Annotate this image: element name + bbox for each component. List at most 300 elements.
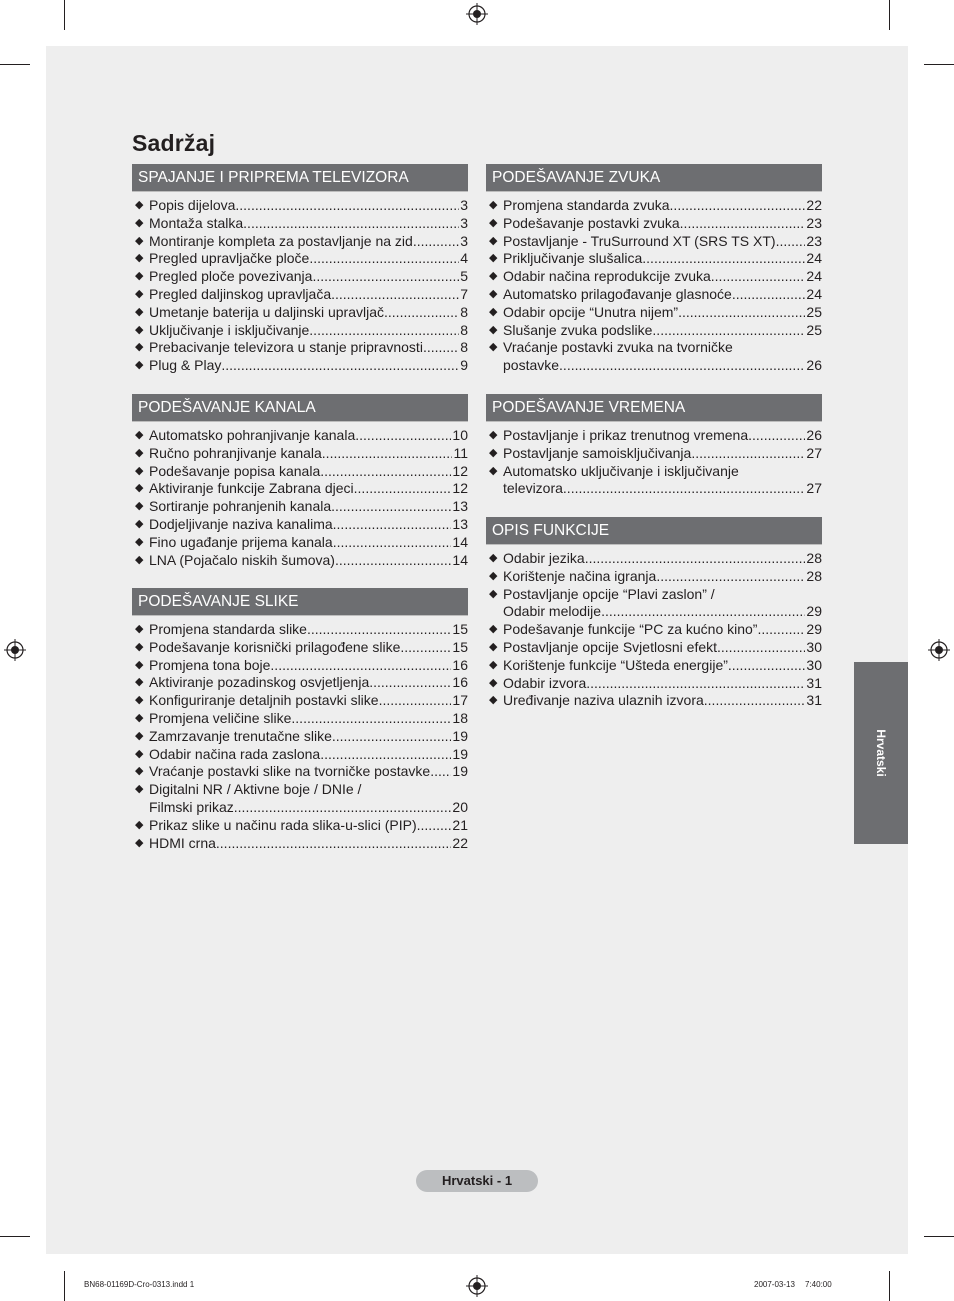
dot-leader bbox=[216, 835, 452, 853]
toc-list bbox=[132, 422, 468, 569]
dot-leader bbox=[333, 516, 452, 534]
entry-page-number: 14 bbox=[452, 551, 468, 568]
dot-leader bbox=[656, 568, 805, 586]
section-zvuk bbox=[486, 164, 822, 375]
toc-entry[interactable] bbox=[132, 516, 468, 534]
entry-first-line bbox=[503, 339, 822, 357]
entry-page-number: 29 bbox=[806, 621, 822, 638]
toc-entry[interactable] bbox=[132, 339, 468, 357]
entry-label: Postavljanje i prikaz trenutnog vremena bbox=[503, 427, 749, 443]
entry-label: Podešavanje korisnički prilagođene slike bbox=[149, 638, 401, 655]
diamond-bullet-icon: ◆ bbox=[489, 252, 498, 265]
toc-entry[interactable] bbox=[132, 357, 468, 375]
dot-leader bbox=[670, 197, 806, 215]
diamond-bullet-icon: ◆ bbox=[135, 234, 144, 247]
registration-mark-icon bbox=[466, 3, 488, 25]
section-heading: PODEŠAVANJE SLIKE bbox=[132, 588, 468, 616]
section-slika bbox=[132, 588, 468, 852]
entry-line bbox=[503, 322, 822, 340]
entry-label: Popis dijelova bbox=[149, 197, 236, 213]
diamond-bullet-icon: ◆ bbox=[489, 323, 498, 336]
dot-leader bbox=[307, 621, 451, 639]
entry-page-number: 26 bbox=[806, 357, 822, 374]
entry-page-number: 31 bbox=[806, 674, 822, 691]
toc-entry[interactable] bbox=[132, 322, 468, 340]
diamond-bullet-icon: ◆ bbox=[135, 640, 144, 653]
entry-page-number: 28 bbox=[806, 567, 822, 584]
diamond-bullet-icon: ◆ bbox=[135, 464, 144, 477]
entry-page-number: 25 bbox=[806, 321, 822, 338]
entry-page-number: 13 bbox=[452, 498, 468, 515]
entry-line bbox=[149, 339, 468, 357]
entry-line bbox=[149, 692, 468, 710]
entry-line bbox=[503, 215, 822, 233]
entry-label: Uređivanje naziva ulaznih izvora bbox=[503, 692, 704, 709]
section-heading: PODEŠAVANJE KANALA bbox=[132, 394, 468, 422]
entry-page-number: 27 bbox=[806, 480, 822, 497]
toc-entry[interactable] bbox=[132, 498, 468, 516]
dot-leader bbox=[331, 498, 451, 516]
entry-page-number: 9 bbox=[460, 357, 468, 374]
entry-page-number: 25 bbox=[806, 303, 822, 320]
entry-line bbox=[503, 268, 822, 286]
toc-entry[interactable] bbox=[486, 322, 822, 340]
dot-leader bbox=[221, 357, 459, 375]
diamond-bullet-icon: ◆ bbox=[135, 270, 144, 283]
entry-label: Automatsko pohranjivanje kanala bbox=[149, 427, 356, 443]
entry-label: Ručno pohranjivanje kanala bbox=[149, 444, 322, 461]
entry-line bbox=[149, 516, 468, 534]
dot-leader bbox=[235, 197, 459, 215]
entry-line bbox=[503, 550, 822, 568]
entry-line bbox=[503, 427, 822, 445]
dot-leader bbox=[309, 322, 459, 340]
entry-page-number: 13 bbox=[452, 515, 468, 532]
diamond-bullet-icon: ◆ bbox=[489, 216, 498, 229]
diamond-bullet-icon: ◆ bbox=[489, 287, 498, 300]
entry-label-continued: Filmski prikaz bbox=[149, 798, 234, 815]
crop-mark bbox=[0, 1236, 30, 1237]
toc-entry[interactable] bbox=[486, 463, 822, 499]
crop-mark bbox=[924, 64, 954, 65]
toc-entry[interactable] bbox=[486, 445, 822, 463]
entry-label-continued: postavke bbox=[503, 357, 560, 374]
registration-mark-icon bbox=[4, 639, 26, 661]
entry-page-number: 8 bbox=[460, 303, 468, 320]
entry-page-number: 15 bbox=[452, 638, 468, 655]
toc-entry[interactable] bbox=[486, 304, 822, 322]
entry-second-line bbox=[503, 603, 822, 621]
toc-entry[interactable] bbox=[132, 286, 468, 304]
dot-leader bbox=[332, 728, 452, 746]
diamond-bullet-icon: ◆ bbox=[135, 765, 144, 778]
toc-entry[interactable] bbox=[486, 657, 822, 675]
diamond-bullet-icon: ◆ bbox=[489, 446, 498, 459]
dot-leader bbox=[757, 621, 805, 639]
entry-page-number: 24 bbox=[806, 285, 822, 302]
toc-entry[interactable] bbox=[132, 250, 468, 268]
section-heading: PODEŠAVANJE VREMENA bbox=[486, 394, 822, 422]
entry-label-continued: Odabir melodije bbox=[503, 603, 602, 620]
entry-first-line bbox=[503, 586, 822, 604]
entry-page-number: 20 bbox=[452, 798, 468, 815]
diamond-bullet-icon: ◆ bbox=[489, 464, 498, 477]
entry-line bbox=[149, 534, 468, 552]
entry-first-line bbox=[503, 463, 822, 481]
crop-mark bbox=[0, 64, 30, 65]
entry-label: Postavljanje opcije Svjetlosni efekt bbox=[503, 638, 718, 655]
dot-leader bbox=[423, 339, 459, 357]
toc-entry[interactable] bbox=[486, 568, 822, 586]
entry-line bbox=[503, 568, 822, 586]
dot-leader bbox=[776, 233, 806, 251]
entry-page-number: 7 bbox=[460, 285, 468, 302]
entry-page-number: 12 bbox=[452, 480, 468, 497]
dot-leader bbox=[704, 692, 806, 710]
dot-leader bbox=[320, 463, 451, 481]
diamond-bullet-icon: ◆ bbox=[489, 640, 498, 653]
crop-mark bbox=[64, 0, 65, 30]
toc-entry[interactable] bbox=[132, 746, 468, 764]
section-vrijeme bbox=[486, 394, 822, 498]
dot-leader bbox=[369, 674, 451, 692]
diamond-bullet-icon: ◆ bbox=[135, 323, 144, 336]
entry-line bbox=[503, 657, 822, 675]
entry-label: Aktiviranje pozadinskog osvjetljenja bbox=[149, 674, 370, 691]
dot-leader bbox=[642, 250, 805, 268]
toc-entry[interactable] bbox=[132, 534, 468, 552]
entry-label: Automatsko uključivanje i isključivanje bbox=[503, 462, 739, 479]
entry-line bbox=[149, 621, 468, 639]
entry-page-number: 27 bbox=[806, 444, 822, 461]
toc-entry[interactable] bbox=[132, 445, 468, 463]
toc-list bbox=[486, 192, 822, 375]
diamond-bullet-icon: ◆ bbox=[135, 500, 144, 513]
entry-label: Korištenje načina igranja bbox=[503, 567, 657, 584]
toc-list bbox=[486, 545, 822, 710]
entry-line bbox=[149, 674, 468, 692]
entry-page-number: 14 bbox=[452, 533, 468, 550]
entry-label: Slušanje zvuka podslike bbox=[503, 321, 653, 338]
entry-label: Postavljanje - TruSurround XT (SRS TS XT) bbox=[503, 232, 776, 249]
dot-leader bbox=[270, 657, 451, 675]
dot-leader bbox=[748, 427, 805, 445]
diamond-bullet-icon: ◆ bbox=[135, 711, 144, 724]
toc-list bbox=[132, 616, 468, 852]
diamond-bullet-icon: ◆ bbox=[135, 287, 144, 300]
diamond-bullet-icon: ◆ bbox=[135, 517, 144, 530]
dot-leader bbox=[691, 445, 805, 463]
entry-line bbox=[149, 480, 468, 498]
entry-label: Pregled ploče povezivanja bbox=[149, 268, 313, 285]
entry-page-number: 29 bbox=[806, 603, 822, 620]
dot-leader bbox=[559, 357, 805, 375]
dot-leader bbox=[234, 799, 452, 817]
dot-leader bbox=[601, 603, 805, 621]
toc-entry[interactable] bbox=[486, 427, 822, 445]
language-side-tab bbox=[854, 662, 908, 844]
entry-line bbox=[149, 322, 468, 340]
toc-entry[interactable] bbox=[132, 710, 468, 728]
entry-line bbox=[149, 835, 468, 853]
entry-label: Uključivanje i isključivanje bbox=[149, 321, 310, 338]
entry-line bbox=[149, 817, 468, 835]
diamond-bullet-icon: ◆ bbox=[135, 359, 144, 372]
entry-line bbox=[149, 445, 468, 463]
entry-line bbox=[503, 286, 822, 304]
entry-label: Montiranje kompleta za postavljanje na zid bbox=[149, 232, 413, 249]
toc-entry[interactable] bbox=[132, 480, 468, 498]
toc-entry[interactable] bbox=[486, 692, 822, 710]
dot-leader bbox=[728, 657, 806, 675]
entry-first-line bbox=[149, 781, 468, 799]
diamond-bullet-icon: ◆ bbox=[489, 587, 498, 600]
diamond-bullet-icon: ◆ bbox=[135, 341, 144, 354]
toc-entry[interactable] bbox=[132, 463, 468, 481]
dot-leader bbox=[680, 215, 806, 233]
diamond-bullet-icon: ◆ bbox=[135, 446, 144, 459]
entry-label: Priključivanje slušalica bbox=[503, 250, 643, 267]
entry-label: Promjena standarda slike bbox=[149, 621, 307, 637]
toc-entry[interactable] bbox=[132, 639, 468, 657]
entry-label: Pregled daljinskog upravljača bbox=[149, 285, 332, 302]
entry-label: Prikaz slike u načinu rada slika-u-slici (PIP) bbox=[149, 816, 417, 833]
entry-page-number: 26 bbox=[806, 427, 822, 443]
toc-entry[interactable] bbox=[132, 304, 468, 322]
toc-entry[interactable] bbox=[486, 621, 822, 639]
entry-second-line bbox=[503, 357, 822, 375]
entry-page-number: 12 bbox=[452, 462, 468, 479]
toc-entry[interactable] bbox=[132, 835, 468, 853]
diamond-bullet-icon: ◆ bbox=[135, 305, 144, 318]
entry-line bbox=[149, 657, 468, 675]
diamond-bullet-icon: ◆ bbox=[489, 623, 498, 636]
entry-page-number: 19 bbox=[452, 745, 468, 762]
toc-entry[interactable] bbox=[132, 233, 468, 251]
dot-leader bbox=[563, 480, 806, 498]
dot-leader bbox=[384, 304, 459, 322]
diamond-bullet-icon: ◆ bbox=[489, 658, 498, 671]
diamond-bullet-icon: ◆ bbox=[135, 676, 144, 689]
entry-label: Promjena standarda zvuka bbox=[503, 197, 670, 213]
entry-label: Umetanje baterija u daljinski upravljač bbox=[149, 303, 385, 320]
entry-page-number: 31 bbox=[806, 692, 822, 709]
entry-page-number: 8 bbox=[460, 339, 468, 356]
toc-entry[interactable] bbox=[486, 339, 822, 375]
dot-leader bbox=[312, 268, 459, 286]
toc-entry[interactable] bbox=[486, 550, 822, 568]
toc-entry[interactable] bbox=[132, 728, 468, 746]
entry-line bbox=[149, 268, 468, 286]
section-spajanje bbox=[132, 164, 468, 375]
entry-label: Podešavanje funkcije “PC za kućno kino” bbox=[503, 621, 758, 638]
entry-label: Sortiranje pohranjenih kanala bbox=[149, 498, 332, 515]
entry-line bbox=[149, 639, 468, 657]
crop-mark bbox=[889, 1271, 890, 1301]
page-number: Hrvatski - 1 bbox=[416, 1170, 538, 1192]
entry-page-number: 28 bbox=[806, 550, 822, 566]
entry-page-number: 3 bbox=[460, 197, 468, 213]
entry-line bbox=[149, 710, 468, 728]
dot-leader bbox=[322, 445, 453, 463]
entry-line bbox=[149, 357, 468, 375]
entry-line bbox=[149, 746, 468, 764]
entry-label: Odabir izvora bbox=[503, 674, 587, 691]
dot-leader bbox=[400, 639, 451, 657]
entry-page-number: 11 bbox=[453, 444, 468, 461]
registration-mark-icon bbox=[466, 1275, 488, 1297]
dot-leader bbox=[335, 552, 451, 570]
toc-entry[interactable] bbox=[486, 675, 822, 693]
entry-line bbox=[149, 498, 468, 516]
diamond-bullet-icon: ◆ bbox=[135, 658, 144, 671]
toc-entry[interactable] bbox=[486, 233, 822, 251]
diamond-bullet-icon: ◆ bbox=[135, 553, 144, 566]
entry-line bbox=[149, 427, 468, 445]
entry-line bbox=[149, 463, 468, 481]
crop-mark bbox=[64, 1271, 65, 1301]
entry-label: Odabir jezika bbox=[503, 550, 585, 566]
footer-file-name: BN68-01169D-Cro-0313.indd 1 bbox=[84, 1280, 195, 1289]
diamond-bullet-icon: ◆ bbox=[135, 535, 144, 548]
toc-list bbox=[486, 422, 822, 498]
entry-line bbox=[503, 304, 822, 322]
entry-label: Promjena tona boje bbox=[149, 656, 271, 673]
entry-page-number: 21 bbox=[452, 816, 468, 833]
diamond-bullet-icon: ◆ bbox=[489, 199, 498, 211]
toc-entry[interactable] bbox=[486, 197, 822, 215]
toc-entry[interactable] bbox=[132, 427, 468, 445]
dot-leader bbox=[379, 692, 452, 710]
entry-label: Postavljanje samoisključivanja bbox=[503, 444, 692, 461]
dot-leader bbox=[417, 817, 452, 835]
entry-line bbox=[149, 197, 468, 215]
dot-leader bbox=[430, 763, 451, 781]
entry-label-continued: televizora bbox=[503, 480, 563, 497]
toc-entry[interactable] bbox=[486, 586, 822, 622]
section-kanali bbox=[132, 394, 468, 569]
entry-line bbox=[503, 445, 822, 463]
toc-entry[interactable] bbox=[486, 215, 822, 233]
toc-entry[interactable] bbox=[132, 657, 468, 675]
toc-entry[interactable] bbox=[132, 781, 468, 817]
dot-leader bbox=[717, 639, 805, 657]
toc-entry[interactable] bbox=[132, 268, 468, 286]
entry-label: Fino ugađanje prijema kanala bbox=[149, 533, 333, 550]
dot-leader bbox=[732, 286, 806, 304]
entry-page-number: 23 bbox=[806, 214, 822, 231]
entry-page-number: 5 bbox=[460, 268, 468, 285]
entry-label: Vraćanje postavki zvuka na tvorničke bbox=[503, 339, 733, 356]
dot-leader bbox=[331, 286, 459, 304]
entry-page-number: 10 bbox=[452, 427, 468, 443]
entry-label: Aktiviranje funkcije Zabrana djeci bbox=[149, 480, 354, 497]
diamond-bullet-icon: ◆ bbox=[489, 270, 498, 283]
diamond-bullet-icon: ◆ bbox=[135, 199, 144, 211]
dot-leader bbox=[652, 322, 805, 340]
toc-entry[interactable] bbox=[132, 817, 468, 835]
diamond-bullet-icon: ◆ bbox=[489, 429, 498, 441]
entry-label: Postavljanje opcije “Plavi zaslon” / bbox=[503, 585, 715, 602]
entry-page-number: 15 bbox=[452, 621, 468, 637]
dot-leader bbox=[413, 233, 459, 251]
toc-entry[interactable] bbox=[132, 763, 468, 781]
entry-label: LNA (Pojačalo niskih šumova) bbox=[149, 551, 335, 568]
entry-page-number: 18 bbox=[452, 709, 468, 726]
entry-label: Dodjeljivanje naziva kanalima bbox=[149, 515, 333, 532]
entry-label: Odabir načina rada zaslona bbox=[149, 745, 321, 762]
dot-leader bbox=[333, 534, 452, 552]
entry-page-number: 30 bbox=[806, 656, 822, 673]
toc-entry[interactable] bbox=[132, 552, 468, 570]
entry-line bbox=[149, 728, 468, 746]
diamond-bullet-icon: ◆ bbox=[135, 216, 144, 229]
entry-page-number: 16 bbox=[452, 674, 468, 691]
registration-mark-icon bbox=[928, 639, 950, 661]
diamond-bullet-icon: ◆ bbox=[489, 341, 498, 354]
toc-entry[interactable] bbox=[132, 215, 468, 233]
toc-entry[interactable] bbox=[132, 621, 468, 639]
section-heading: SPAJANJE I PRIPREMA TELEVIZORA bbox=[132, 164, 468, 192]
entry-page-number: 8 bbox=[460, 321, 468, 338]
diamond-bullet-icon: ◆ bbox=[135, 729, 144, 742]
dot-leader bbox=[291, 710, 451, 728]
entry-line bbox=[503, 197, 822, 215]
entry-second-line bbox=[149, 799, 468, 817]
entry-page-number: 24 bbox=[806, 268, 822, 285]
entry-label: Prebacivanje televizora u stanje pripravnosti bbox=[149, 339, 423, 356]
diamond-bullet-icon: ◆ bbox=[135, 747, 144, 760]
entry-page-number: 17 bbox=[452, 692, 468, 709]
section-heading: PODEŠAVANJE ZVUKA bbox=[486, 164, 822, 192]
dot-leader bbox=[678, 304, 805, 322]
entry-page-number: 22 bbox=[806, 197, 822, 213]
toc-entry[interactable] bbox=[486, 268, 822, 286]
entry-line bbox=[503, 639, 822, 657]
toc-entry[interactable] bbox=[486, 250, 822, 268]
footer-time: 7:40:00 bbox=[805, 1280, 832, 1289]
toc-entry[interactable] bbox=[486, 639, 822, 657]
crop-mark bbox=[889, 0, 890, 30]
entry-page-number: 16 bbox=[452, 656, 468, 673]
diamond-bullet-icon: ◆ bbox=[135, 482, 144, 495]
entry-line bbox=[149, 233, 468, 251]
crop-mark bbox=[924, 1236, 954, 1237]
diamond-bullet-icon: ◆ bbox=[489, 694, 498, 707]
diamond-bullet-icon: ◆ bbox=[135, 694, 144, 707]
entry-label: Pregled upravljačke ploče bbox=[149, 250, 310, 267]
toc-entry[interactable] bbox=[132, 692, 468, 710]
entry-line bbox=[503, 621, 822, 639]
entry-label: Korištenje funkcije “Ušteda energije” bbox=[503, 656, 728, 673]
entry-page-number: 22 bbox=[452, 834, 468, 851]
diamond-bullet-icon: ◆ bbox=[135, 429, 144, 441]
toc-entry[interactable] bbox=[486, 286, 822, 304]
section-funkcije bbox=[486, 517, 822, 710]
dot-leader bbox=[586, 675, 805, 693]
section-heading: OPIS FUNKCIJE bbox=[486, 517, 822, 545]
toc-entry[interactable] bbox=[132, 674, 468, 692]
toc-entry[interactable] bbox=[132, 197, 468, 215]
entry-label: Digitalni NR / Aktivne boje / DNIe / bbox=[149, 781, 362, 798]
diamond-bullet-icon: ◆ bbox=[135, 623, 144, 635]
dot-leader bbox=[585, 550, 806, 568]
entry-page-number: 23 bbox=[806, 232, 822, 249]
entry-page-number: 19 bbox=[452, 763, 468, 780]
diamond-bullet-icon: ◆ bbox=[135, 836, 144, 849]
dot-leader bbox=[309, 250, 459, 268]
entry-page-number: 19 bbox=[452, 727, 468, 744]
